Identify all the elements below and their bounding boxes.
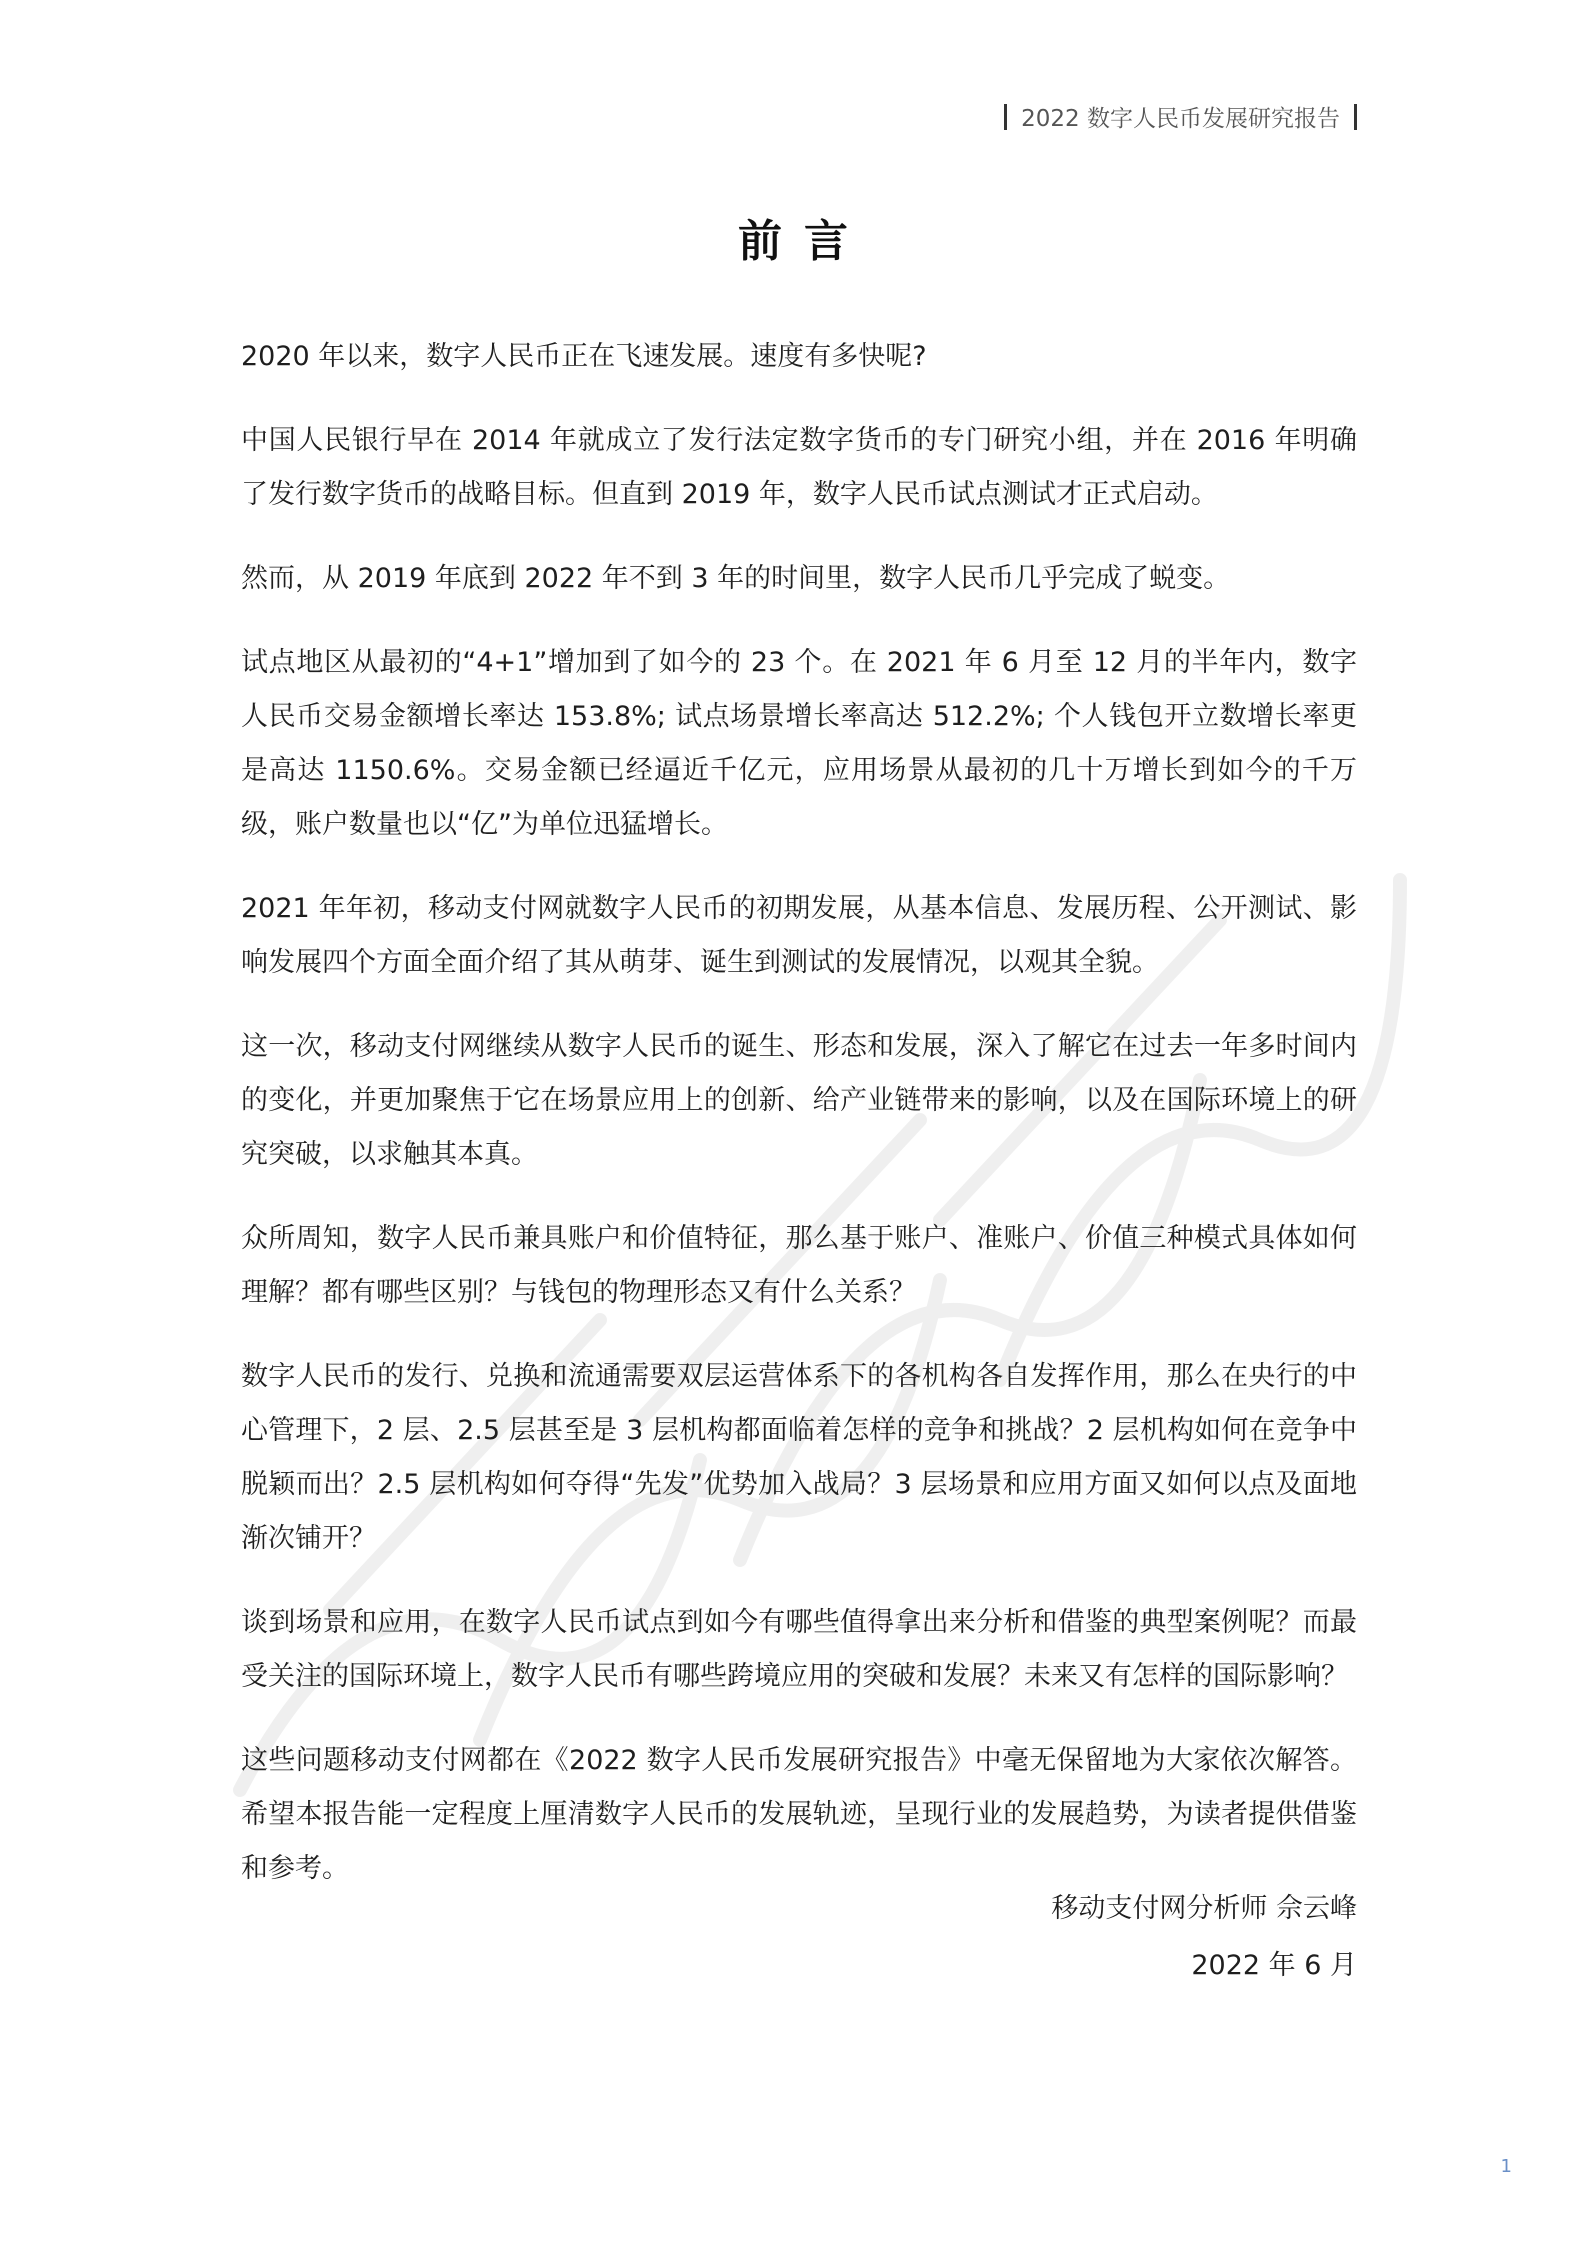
- paragraph: 试点地区从最初的“4+1”增加到了如今的 23 个。在 2021 年 6 月至 12 月的半年内，数字人民币交易金额增长率达 153.8%; 试点场景增长率高达 512.2%; 个人钱包开立数增长率更是高达 1150.6%。交易金额已经逼近千亿元，应用场景从最初的几十万增长到如今的千万级，账户数量也以“亿”为单位迅猛增长。: [241, 647, 1357, 840]
- paragraph: 这些问题移动支付网都在《2022 数字人民币发展研究报告》中毫无保留地为大家依次解答。希望本报告能一定程度上厘清数字人民币的发展轨迹，呈现行业的发展趋势，为读者提供借鉴和参考。: [241, 1745, 1357, 1884]
- paragraph: 2021 年年初，移动支付网就数字人民币的初期发展，从基本信息、发展历程、公开测试、影响发展四个方面全面介绍了其从萌芽、诞生到测试的发展情况，以观其全貌。: [241, 893, 1357, 978]
- foreword-body: [241, 330, 1357, 1926]
- paragraph: 然而，从 2019 年底到 2022 年不到 3 年的时间里，数字人民币几乎完成了蜕变。: [241, 563, 1231, 594]
- header-left-bar: [1004, 104, 1007, 130]
- signature-date: 2022 年 6 月: [1191, 1950, 1357, 1981]
- signature-block: [1051, 1880, 1357, 1994]
- paragraph: 众所周知，数字人民币兼具账户和价值特征，那么基于账户、准账户、价值三种模式具体如何理解？都有哪些区别？与钱包的物理形态又有什么关系？: [241, 1223, 1357, 1308]
- page-title: 前言: [738, 216, 870, 267]
- page-header: [1004, 100, 1357, 133]
- header-right-bar: [1354, 104, 1357, 130]
- page-number: 1: [1500, 2156, 1512, 2177]
- paragraph: 2020 年以来，数字人民币正在飞速发展。速度有多快呢?: [241, 341, 927, 372]
- header-title: 2022 数字人民币发展研究报告: [1021, 106, 1340, 132]
- signature-author: 移动支付网分析师 佘云峰: [1051, 1893, 1357, 1924]
- paragraph: 数字人民币的发行、兑换和流通需要双层运营体系下的各机构各自发挥作用，那么在央行的中心管理下，2 层、2.5 层甚至是 3 层机构都面临着怎样的竞争和挑战？2 层机构如何在竞争中脱颖而出？2.5 层机构如何夺得“先发”优势加入战局？3 层场景和应用方面又如何以点及面地渐次铺开？: [241, 1361, 1357, 1554]
- paragraph: 谈到场景和应用，在数字人民币试点到如今有哪些值得拿出来分析和借鉴的典型案例呢？而最受关注的国际环境上，数字人民币有哪些跨境应用的突破和发展？未来又有怎样的国际影响？: [241, 1607, 1357, 1692]
- paragraph: 中国人民银行早在 2014 年就成立了发行法定数字货币的专门研究小组，并在 2016 年明确了发行数字货币的战略目标。但直到 2019 年，数字人民币试点测试才正式启动。: [241, 425, 1357, 510]
- paragraph: 这一次，移动支付网继续从数字人民币的诞生、形态和发展，深入了解它在过去一年多时间内的变化，并更加聚焦于它在场景应用上的创新、给产业链带来的影响，以及在国际环境上的研究突破，以求触其本真。: [241, 1031, 1357, 1170]
